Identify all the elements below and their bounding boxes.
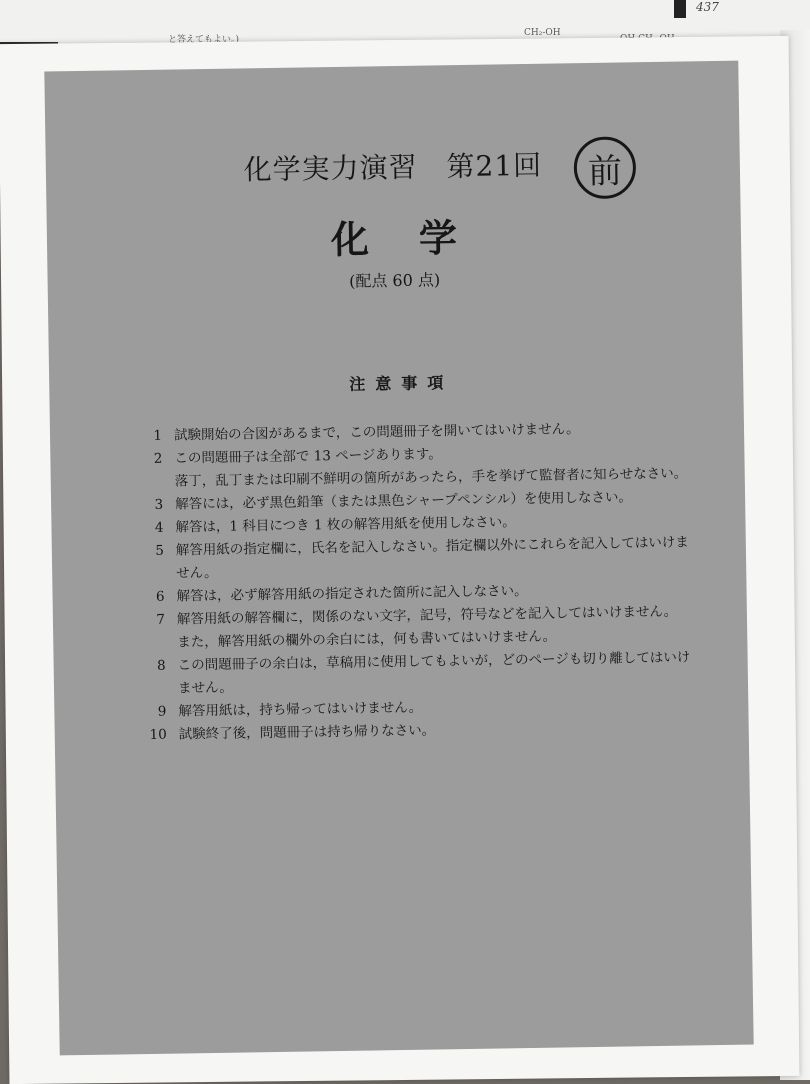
document-title: 化学実力演習 第21回 <box>243 148 543 187</box>
note-line: せん。 <box>176 564 218 582</box>
background-text-line1: と答えてもよい。) <box>168 35 240 45</box>
note-line: 解答は，必ず解答用紙の指定された箇所に記入しなさい。 <box>176 582 528 605</box>
note-number: 7 <box>156 611 166 628</box>
background-formula-1: CH₂-OH <box>524 28 561 38</box>
note-line: 解答は，1 科目につき 1 枚の解答用紙を使用しなさい。 <box>175 514 516 536</box>
note-number: 1 <box>153 427 163 444</box>
badge-label: 前 <box>587 150 623 192</box>
note-number: 8 <box>156 657 166 674</box>
note-number: 2 <box>153 450 163 467</box>
notes-list <box>138 417 691 747</box>
note-number: 6 <box>155 588 165 605</box>
note-item <box>138 440 688 494</box>
score-allocation: (配点 60 点) <box>348 270 441 291</box>
document-content <box>44 61 753 1056</box>
note-text <box>177 601 678 655</box>
note-line: 解答用紙の解答欄に，関係のない文字，記号，符号などを記入してはいけません。 <box>176 603 678 628</box>
note-text <box>177 646 690 700</box>
note-text <box>176 531 690 585</box>
note-line: 解答用紙は，持ち帰ってはいけません。 <box>178 699 423 720</box>
note-line: 試験終了後，問題冊子は持ち帰りなさい。 <box>178 722 436 743</box>
note-item <box>141 647 691 701</box>
note-item <box>140 532 689 586</box>
subject-heading: 化学 <box>330 214 508 263</box>
note-line: また，解答用紙の欄外の余白には，何も書いてはいけません。 <box>177 628 557 651</box>
note-line: この問題冊子の余白は，草稿用に使用してもよいが，どのページも切り離してはいけ <box>177 649 691 674</box>
note-number: 10 <box>149 726 167 743</box>
note-number: 9 <box>157 703 167 720</box>
note-number: 4 <box>154 519 164 536</box>
notes-heading: 注意事項 <box>349 373 454 394</box>
note-line: この問題冊子は全部で 13 ページあります。 <box>174 446 442 467</box>
note-line: 試験開始の合図があるまで，この問題冊子を開いてはいけません。 <box>173 421 580 444</box>
note-number: 5 <box>155 542 164 559</box>
note-line: 落丁，乱丁または印刷不鮮明の箇所があったら，手を挙げて監督者に知らせなさい。 <box>174 465 688 490</box>
note-number: 3 <box>154 496 164 513</box>
background-tab <box>674 0 686 18</box>
document-page <box>44 61 753 1056</box>
background-page-number: 437 <box>696 0 719 14</box>
note-text <box>174 439 687 493</box>
note-line: 解答用紙の指定欄に，氏名を記入しなさい。指定欄以外にこれらを記入してはいけま <box>175 534 689 559</box>
note-line: 解答には，必ず黒色鉛筆（または黒色シャープペンシル）を使用しなさい。 <box>175 489 633 513</box>
note-line: ません。 <box>177 679 233 697</box>
first-half-badge <box>573 136 636 199</box>
note-item <box>141 601 678 655</box>
